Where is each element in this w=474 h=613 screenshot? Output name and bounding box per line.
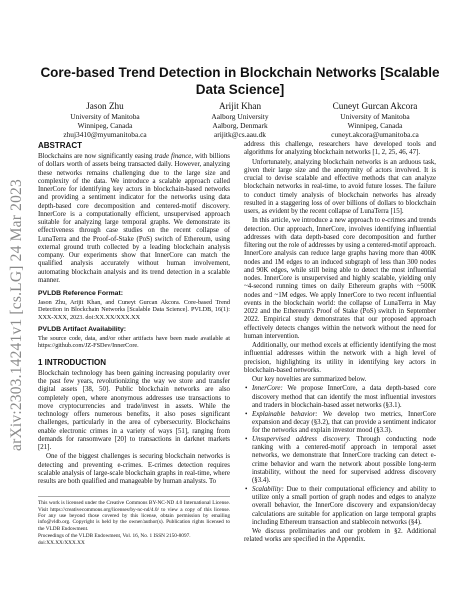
author-affiliation: Aalborg University [211,112,269,121]
author-city: Winnipeg, Canada [77,121,133,131]
intro-paragraph: Blockchain technology has been gaining increasing popularity over the past few years, revolutionizing the way we store and transfer digital assets [38, 50]. Public blockchain networks are also completely open, where anonymous addresses use transactions to move cryptocurrencies and trade/invest in assets. While the technology offers numerous benefits, it also poses significant challenges, particularly in the area of cybersecurity. Blockchains enable electronic crimes in a variety of ways [51], ranging from demands for ransomware [20] to transactions in darknet markets [21]. [38,369,230,452]
footer-doi: doi:XX.XX/XXX.XX [38,540,85,547]
abstract-text: Blockchains are now significantly easing trade finance, with billions of dollars worth of assets being transacted daily. However, analyzing these networks remains challenging due to the large size and complexity of the data. We introduce a scalable approach called InnerCore for identifying key actors in blockchain-based networks and providing a sentiment indicator for the networks using data depth-based core decomposition and centered-motif discovery. InnerCore is a computationally efficient, unsupervised approach suitable for analyzing large temporal graphs. We demonstrate its effectiveness through case studies on the recent collapse of LunaTerra and the Proof-of-Stake (PoS) switch of Ethereum, using external ground truth collected by a leading blockchain analysis company. Our experiments show that InnerCore can match the qualified analysis accurately without human involvement, automating blockchain analysis and its trend detection in a scalable manner. [38,153,230,284]
proceedings-text: Proceedings of the VLDB Endowment, Vol. 16, No. 1 ISSN 2150-8097. [38,532,191,539]
author-email: zhuj3410@myumanitoba.ca [63,130,147,140]
left-column [38,141,230,548]
list-item: • Explainable behavior: We develop two metrics, InnerCore expansion and decay (§3.2), that can provide a sentiment indicator for the networks and explain investor mood (§3.3). [244,411,436,436]
author-affiliation: University of Manitoba [70,112,140,121]
license-text: This work is licensed under the Creative Commons BY-NC-ND 4.0 International License. Visit https://creativecommons.org/licenses/by-nc-nd/4.0/ to view a copy of this license. For any use beyond those covered by this license, obtain permission by emailing info@vldb.org. Copyright is held by the owner/author(s). Publication rights licensed to the VLDB Endowment. [38,500,230,532]
list-item: • InnerCore: We propose InnerCore, a data depth-based core discovery method that can identify the most influential investors and traders in blockchain-based asset networks (§3.1). [244,385,436,410]
author-city: Winnipeg, Canada [347,121,403,131]
author-3 [310,101,440,140]
author-name: Jason Zhu [86,101,124,111]
introduction-heading: 1 INTRODUCTION [38,357,106,367]
author-block [40,101,440,140]
artifact-text: The source code, data, and/or other artifacts have been made available at https://github.com/JZ-FSDev/InnerCore. [38,334,230,350]
author-affiliation: University of Manitoba [340,112,410,121]
body-paragraph: In this article, we introduce a new approach to e-crimes and trends detection. Our approach, InnerCore, involves identifying influential addresses with data depth-based core decomposition and further filtering out the role of addresses by using a centered-motif approach. InnerCore analysis can reduce large graphs having more than 400K nodes and 1M edges to an induced subgraph of less than 300 nodes and 90K edges, while still being able to detect the most influential nodes. InnerCore is unsupervised and highly scalable, yielding only ~4-second running times on daily Ethereum graphs with ~500K nodes and ~1M edges. We apply InnerCore to two recent influential events in the blockchain world: the collapse of LunaTerra in May 2022 and the Ethereum's Proof of Stake (PoS) switch in September 2022. Empirical study demonstrates that our proposed approach effectively detects changes within the network without the need for human intervention. [244,217,436,340]
list-item: • Unsupervised address discovery. Through conducting node ranking with a centered-motif approach in temporal asset networks, we demonstrate that InnerCore tracking can detect e-crime behavior and warn the network about possible long-term instability, without the need for supervised address discovery (§3.4). [244,436,436,486]
body-paragraph: Unfortunately, analyzing blockchain networks is an arduous task, given their large size and the anonymity of actors involved. It is crucial to devise scalable and effective methods that can analyze blockchain networks in real-time, to avoid future losses. The failure to conduct timely analysis of blockchain networks has already resulted in a staggering loss of over billions of dollars to blockchain users, as evident by the recent collapse of LunaTerra [15]. [244,158,436,215]
author-1 [40,101,170,140]
closing-paragraph: We discuss preliminaries and our problem in §2. Additional related works are specified in the Appendix. [244,527,436,543]
intro-paragraph: One of the biggest challenges is securing blockchain networks is detecting and preventing e-crimes. E-crimes detection requires scalable analysis of large-scale blockchain graphs in real-time, where results are both qualified and manageable by human analysts. To [38,453,230,486]
abstract-heading: ABSTRACT [38,141,82,150]
body-paragraph: address this challenge, researchers have developed tools and algorithms for analyzing blockchain networks [1, 2, 25, 46, 47]. [244,141,436,157]
arxiv-identifier: arXiv:2303.14241v1 [cs.LG] 24 Mar 2023 [8,179,25,451]
author-email: cuneyt.akcora@umanitoba.ca [331,130,419,140]
reference-format-heading: PVLDB Reference Format: [38,290,123,297]
body-paragraph: Additionally, our method excels at efficiently identifying the most influential addresses within the network with a high level of precision, highlighting its utility in identifying key actors in blockchain-based networks. [244,342,436,374]
author-name: Arijit Khan [218,101,262,111]
reference-format-text: Jason Zhu, Arijit Khan, and Cuneyt Gurcan Akcora. Core-based Trend Detection in Blockchain Networks [Scalable Data Science]. PVLDB, 16(1): XXX-XXX, 2023. doi:XX.XX/XXX.XX [38,298,230,321]
author-2 [175,101,305,140]
license-footer [38,496,230,546]
right-column [244,141,436,545]
artifact-heading: PVLDB Artifact Availability: [38,326,126,334]
author-name: Cuneyt Gurcan Akcora [332,101,418,111]
list-item: • Scalability: Due to their computational efficiency and ability to utilize only a small portion of graph nodes and edges to analyze overall behavior, the InnerCore discovery and expansion/decay calculations are suitable for application on large temporal graphs including Ethereum transaction and stablecoin networks (§4). [244,486,436,527]
author-email: arijitk@cs.aau.dk [214,130,266,140]
paper-title: Core-based Trend Detection in Blockchain Networks [Scalable Data Science] [40,65,440,97]
contributions-list [244,385,436,527]
arxiv-watermark [6,150,28,480]
author-city: Aalborg, Denmark [212,121,268,131]
body-paragraph: Our key novelties are summarized below. [252,376,367,383]
